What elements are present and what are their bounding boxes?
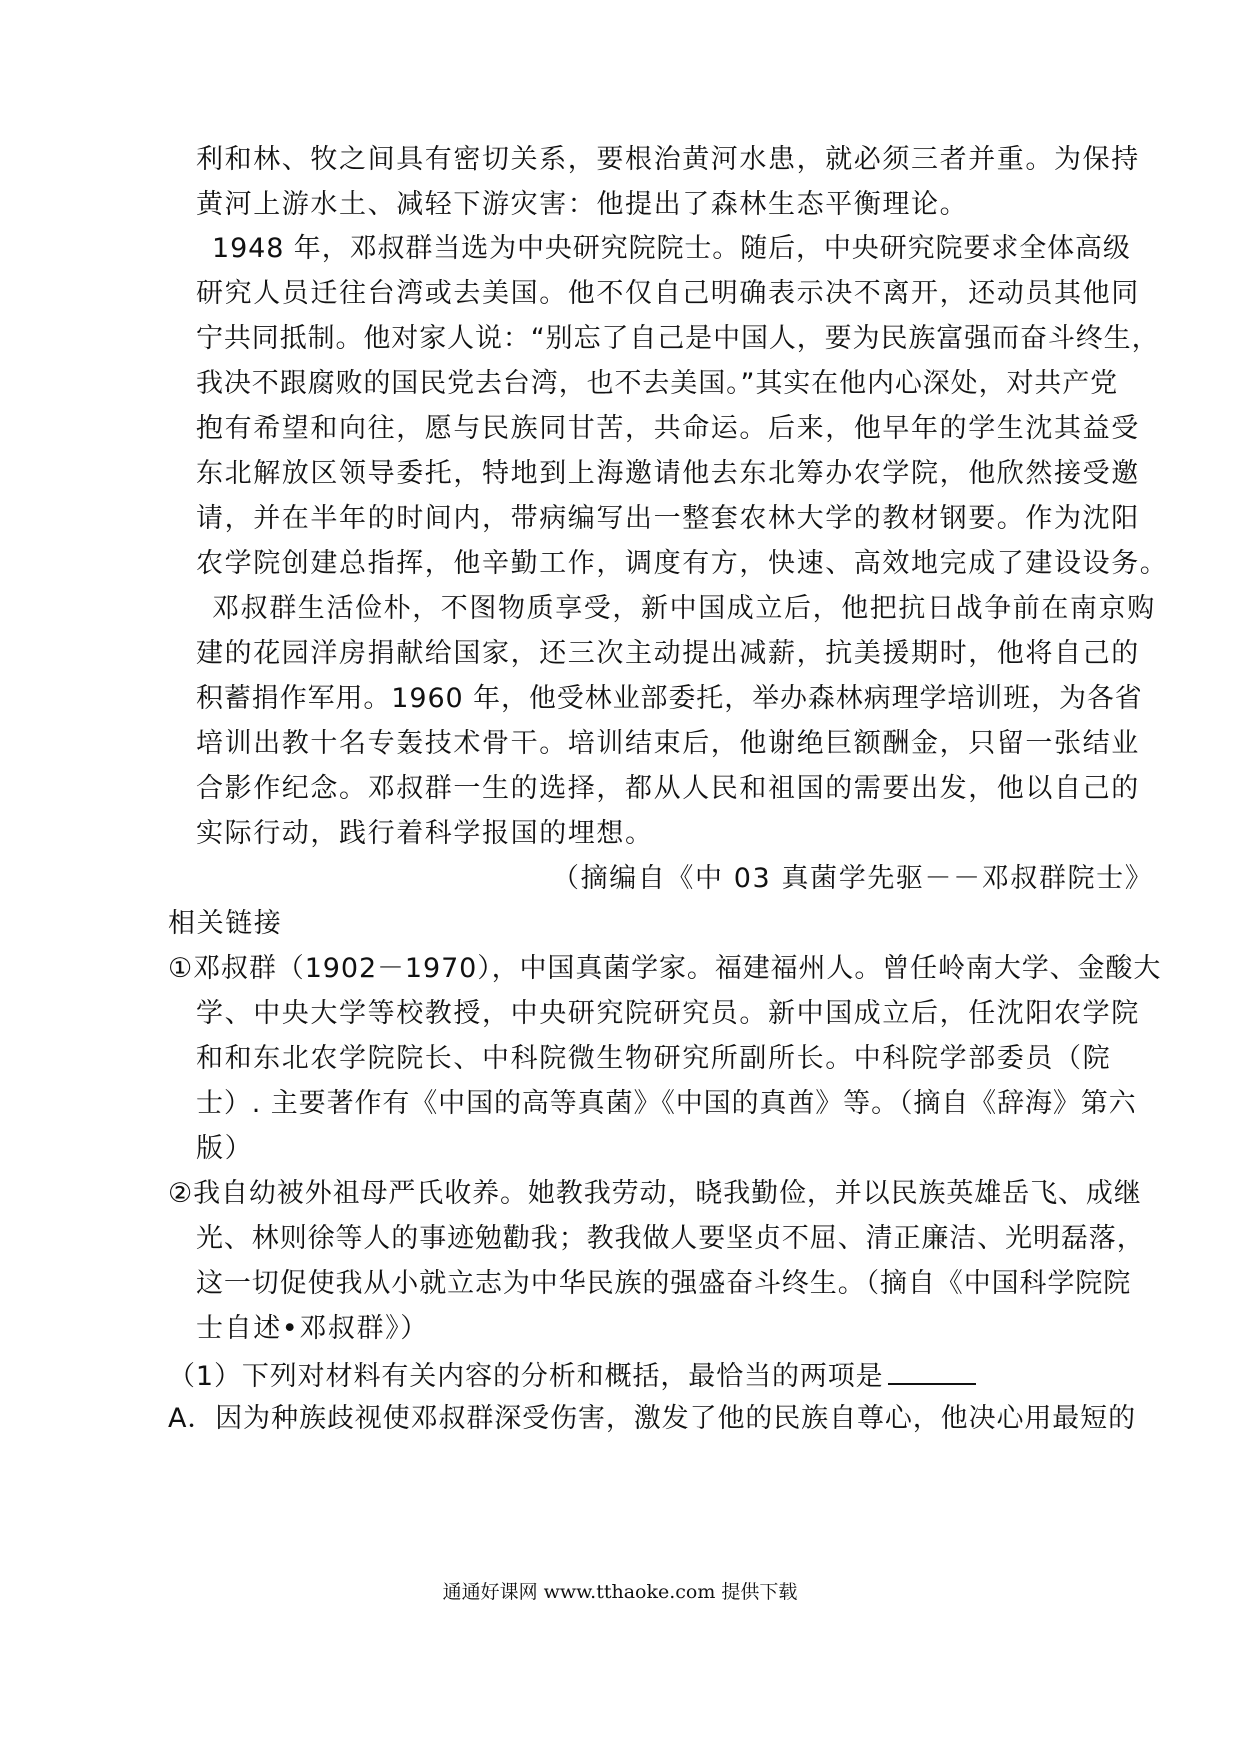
source-citation: （摘编自《中 03 真菌学先驱－－邓叔群院士》 [552, 863, 1154, 894]
paragraph-line: 利和林、牧之间具有密切关系，要根治黄河水患，就必须三者并重。为保持 [196, 144, 1140, 175]
question-1-text: （1）下列对材料有关内容的分析和概括，最恰当的两项是 [168, 1361, 884, 1392]
paragraph-line: 学、中央大学等校教授，中央研究院研究员。新中国成立后，任沈阳农学院 [196, 998, 1140, 1029]
paragraph-line: 合影作纪念。邓叔群一生的选择，都从人民和祖国的需要出发，他以自己的 [196, 773, 1140, 804]
paragraph-line: 士自述•邓叔群》） [196, 1313, 429, 1344]
paragraph-line: 抱有希望和向往，愿与民族同甘苦，共命运。后来，他早年的学生沈其益受 [196, 413, 1140, 444]
paragraph-line: 研究人员迁往台湾或去美国。他不仅自己明确表示决不离开，还动员其他同 [196, 278, 1140, 309]
option-a: A．因为种族歧视使邓叔群深受伤害，激发了他的民族自尊心，他决心用最短的 [168, 1403, 1136, 1434]
paragraph-line: 培训出教十名专轰技术骨干。培训结束后，他谢绝巨额酬金，只留一张结业 [196, 728, 1140, 759]
paragraph-line: 实际行动，践行着科学报国的埋想。 [196, 818, 654, 849]
paragraph-line: 农学院创建总指挥，他辛勤工作，调度有方，快速、高效地完成了建设设务。 [196, 548, 1169, 579]
answer-blank[interactable] [888, 1357, 976, 1385]
paragraph-line: 邓叔群生活俭朴，不图物质享受，新中国成立后，他把抗日战争前在南京购 [212, 593, 1156, 624]
paragraph-line: 1948 年，邓叔群当选为中央研究院院士。随后，中央研究院要求全体高级 [212, 233, 1131, 264]
paragraph-line: 宁共同抵制。他对家人说：“别忘了自己是中国人，要为民族富强而奋斗终生， [196, 323, 1160, 354]
question-1 [168, 1357, 976, 1394]
paragraph-line: 积蓄捐作军用。1960 年，他受林业部委托，举办森林病理学培训班，为各省 [196, 683, 1143, 714]
paragraph-line: 黄河上游水土、减轻下游灾害：他提出了森林生态平衡理论。 [196, 189, 969, 220]
paragraph-line: 士）. 主要著作有《中国的高等真菌》《中国的真酋》等。（摘自《辞海》第六 [196, 1088, 1137, 1119]
paragraph-line: 建的花园洋房捐献给国家，还三次主动提出减薪，抗美援期时，他将自己的 [196, 638, 1140, 669]
paragraph-line: 这一切促使我从小就立志为中华民族的强盛奋斗终生。（摘自《中国科学院院 [196, 1268, 1132, 1299]
paragraph-line: 我决不跟腐败的国民党去台湾，也不去美国。”其实在他内心深处，对共产党 [196, 368, 1119, 399]
paragraph-line: 请，并在半年的时间内，带病编写出一整套农林大学的教材钢要。作为沈阳 [196, 503, 1140, 534]
paragraph-line: 光、林则徐等人的事迹勉勸我；教我做人要坚贞不屈、清正廉洁、光明磊落， [196, 1223, 1145, 1254]
paragraph-line: 和和东北农学院院长、中科院微生物研究所副所长。中科院学部委员（院 [196, 1043, 1112, 1074]
paragraph-line: 版） [196, 1133, 254, 1164]
link-item-1: ①邓叔群（1902－1970），中国真菌学家。福建福州人。曾任岭南大学、金酸大 [168, 953, 1162, 984]
paragraph-line: 东北解放区领导委托，特地到上海邀请他去东北筹办农学院，他欣然接受邀 [196, 458, 1140, 489]
page-footer: 通通好课网 www.tthaoke.com 提供下载 [442, 1581, 798, 1603]
section-heading: 相关链接 [168, 908, 283, 939]
link-item-2: ②我自幼被外祖母严氏收养。她教我劳动，晓我勤俭，并以民族英雄岳飞、成继 [168, 1178, 1142, 1209]
